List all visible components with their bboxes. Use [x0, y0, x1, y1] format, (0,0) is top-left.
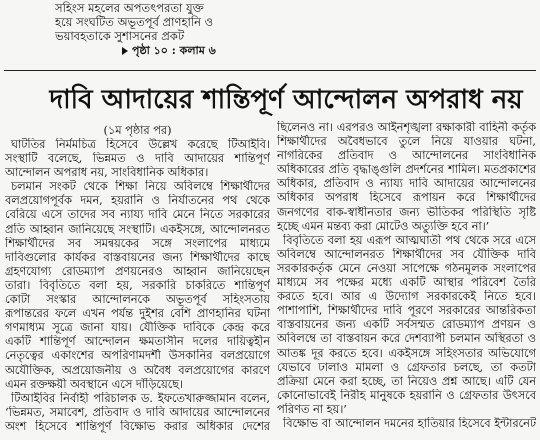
text-line: জনগণের বাক-স্বাধীনতার জন্য ভীতিকর পরিস্থিতি সৃষ্টি	[277, 205, 536, 219]
text-line: প্রক্রিয়া মেনে করা হচ্ছে, তা নিয়েও প্রশ্ন আছে। এটি যেন	[277, 374, 536, 388]
paragraph	[277, 121, 536, 234]
text-line: অধিকার অপরাধ হিসেবে রূপায়ন করে শিক্ষার্থীদের	[277, 191, 536, 205]
text-line: নেতৃত্বের একাংশের অপরিণামদর্শী উসকানির বলপ্রয়োগে	[5, 349, 270, 363]
text-line: শিক্ষার্থীদের সব সমন্বয়কের সঙ্গে সংলাপের মাধ্যমে	[5, 236, 270, 250]
section-divider	[4, 70, 536, 71]
paragraph	[5, 138, 270, 180]
text-line: কোটা সংস্কার আন্দোলনকে অভূতপূর্ব সহিংসতায়	[5, 293, 270, 307]
text-line: সরকারকর্তৃক মেনে নেওয়া সাপেক্ষে গঠনমূলক সংলাপের	[277, 261, 536, 275]
text-line: বিবৃতিতে বলা হয় এরূপ আত্মঘাতী পথ থেকে সরে এসে	[283, 233, 536, 247]
text-line: অংশ হিসেবে শান্তিপূর্ণ বিক্ষোভ করার অধিকার দেশের	[5, 419, 270, 433]
teaser-line: সহিংস মহলের অপতৎপরতা যুক্ত	[55, 1, 204, 15]
text-line: এমন রক্তক্ষয়ী অবস্থানে এসে দাঁড়িয়েছে।	[5, 377, 184, 391]
text-line: কোনোভাবেই নিরীহ মানুষকে হয়রানি ও গ্রেফতার উৎসবে	[277, 388, 536, 402]
text-line: তারা। বিবৃতিতে বলা হয়, সরকারি চাকরিতে শান্তিপূর্ণ	[5, 278, 270, 292]
text-line: গণমাধ্যম সূত্রে জানা যায়। যৌক্তিক দাবিকে কেন্দ্র করে	[5, 321, 270, 335]
text-line: বিক্ষোভ বা আন্দোলন দমনের হাতিয়ার হিসেবে ইন্টারনেট	[283, 416, 536, 430]
paragraph	[5, 392, 270, 434]
text-line: করতে হবে। আর এ উদ্যোগ সরকারকেই নিতে হবে।	[277, 290, 536, 304]
text-line: প্রতি আহ্বান জানিয়েছে সংস্থাটি। একইসঙ্গে, আন্দোলনরত	[5, 222, 270, 236]
text-line: ঘাটতির নির্মমচিত্র হিসেবে উল্লেখ করেছে টিআইবি।	[11, 138, 270, 151]
paragraph	[277, 417, 536, 431]
text-line: যেভাবে ঢালাও মামলা ও গ্রেফতার চলছে, তা কতটা	[277, 360, 536, 374]
text-line: সংস্থাটি বলেছে, ভিন্নমত ও দাবি আদায়ের শান্তিপূর্ণ	[5, 152, 270, 166]
text-line: চলমান সংকট থেকে শিক্ষা নিয়ে অবিলম্বে শিক্ষার্থীদের	[11, 180, 270, 194]
text-line: অবিলম্বে আন্দোলনরত শিক্ষার্থীদের সব যৌক্তিক দাবি	[277, 247, 536, 261]
text-line: গ্রহণযোগ্য রোডম্যাপ প্রণয়নেরও আহ্বান জানিয়েছেন	[5, 264, 270, 278]
text-line: ‘ভিন্নমত, সমাবেশ, প্রতিবাদ ও দাবি আদায়ের আন্দোলনের	[5, 405, 270, 419]
text-line: আন্দোলন অপরাধ নয়, সাংবিধানিক অধিকার।	[5, 166, 209, 180]
text-line: হচ্ছে এমন মন্তব্য করা মোটেও অত্যুক্তি হবে না।’	[277, 219, 490, 233]
right-column	[277, 121, 536, 431]
triangle-right-icon	[122, 47, 128, 55]
text-line: অধিকারের প্রতি বৃদ্ধাঙ্গুলি প্রদর্শনের শামিল। মতপ্রকাশের	[277, 163, 536, 177]
left-column	[5, 123, 270, 434]
text-line: একটি শান্তিপূর্ণ আন্দোলন ক্ষমতাসীন দলের দায়িত্বহীন	[5, 335, 270, 349]
text-line: মাধ্যমে সব পক্ষের মধ্যে একটি আস্থার পরিবেশ তৈরি	[277, 276, 536, 290]
text-line: পাশাপাশি, শিক্ষার্থীদের দাবি পূরণে সরকারের আন্তরিকতা	[277, 304, 536, 318]
text-line: অবিলম্বে তা বাস্তবায়ন করে দেশব্যাপী চলমান অস্থিরতা ও	[277, 332, 536, 346]
jump-reference	[122, 43, 216, 58]
paragraph	[277, 234, 536, 417]
text-line: অধিকার, প্রতিবাদ ও ন্যায্য দাবি আদায়ের আন্দোলনের	[277, 177, 536, 191]
teaser-line: ভয়াবহতাকে সুশাসনের প্রকট	[55, 29, 185, 43]
text-line: পরিণত না হয়।’	[277, 402, 347, 416]
continued-story-teaser	[55, 1, 235, 43]
text-line: টিআইবির নির্বাহী পরিচালক ড. ইফতেখারুজ্জামান বলেন,	[11, 391, 270, 405]
text-line: আতঙ্ক দূর করতে হবে। একইসঙ্গে সহিংসতার অভিযোগে	[277, 346, 536, 360]
text-line: বলপ্রয়োগপূর্বক দমন, হয়রানি ও নির্যাতনের পথ থেকে	[5, 194, 270, 208]
text-line: ছিলেনও না। এরপরও আইনশৃঙ্খলা রক্ষাকারী বাহিনী কর্তৃক	[277, 121, 536, 134]
text-line: অযৌক্তিক, অপ্রয়োজনীয় ও অবৈধ বলপ্রয়োগের কারণে	[5, 363, 270, 377]
teaser-line: হয়ে সংঘটিত অভূতপূর্ব প্রাণহানি ও	[55, 15, 214, 29]
text-line: বেরিয়ে এসে তাদের সব ন্যায্য দাবি মেনে নিতে সরকারের	[5, 208, 270, 222]
text-line: শিক্ষার্থীদের অবৈধভাবে তুলে নিয়ে যাওয়ার ঘটনা,	[277, 135, 536, 149]
jump-reference-text: পৃষ্ঠা ১০ : কলাম ৬	[132, 44, 216, 57]
text-line: বাস্তবায়নের জন্য একটি সর্বসম্মত রোডম্যাপ প্রণয়ন ও	[277, 318, 536, 332]
text-line: নাগরিকের প্রতিবাদ ও আন্দোলনের সাংবিধানিক	[277, 149, 536, 163]
text-line: দাবিগুলোর কার্যকর বাস্তবায়নের জন্য শিক্ষার্থীদের কাছে	[5, 250, 270, 264]
continued-from-label: (১ম পৃষ্ঠার পর)	[103, 124, 172, 137]
article-headline: দাবি আদায়ের শান্তিপূর্ণ আন্দোলন অপরাধ নয়	[49, 85, 523, 115]
text-line: রূপান্তরের ফলে এখন পর্যন্ত দুইশর বেশি প্রাণহানির ঘটনা	[5, 307, 270, 321]
paragraph	[5, 180, 270, 391]
